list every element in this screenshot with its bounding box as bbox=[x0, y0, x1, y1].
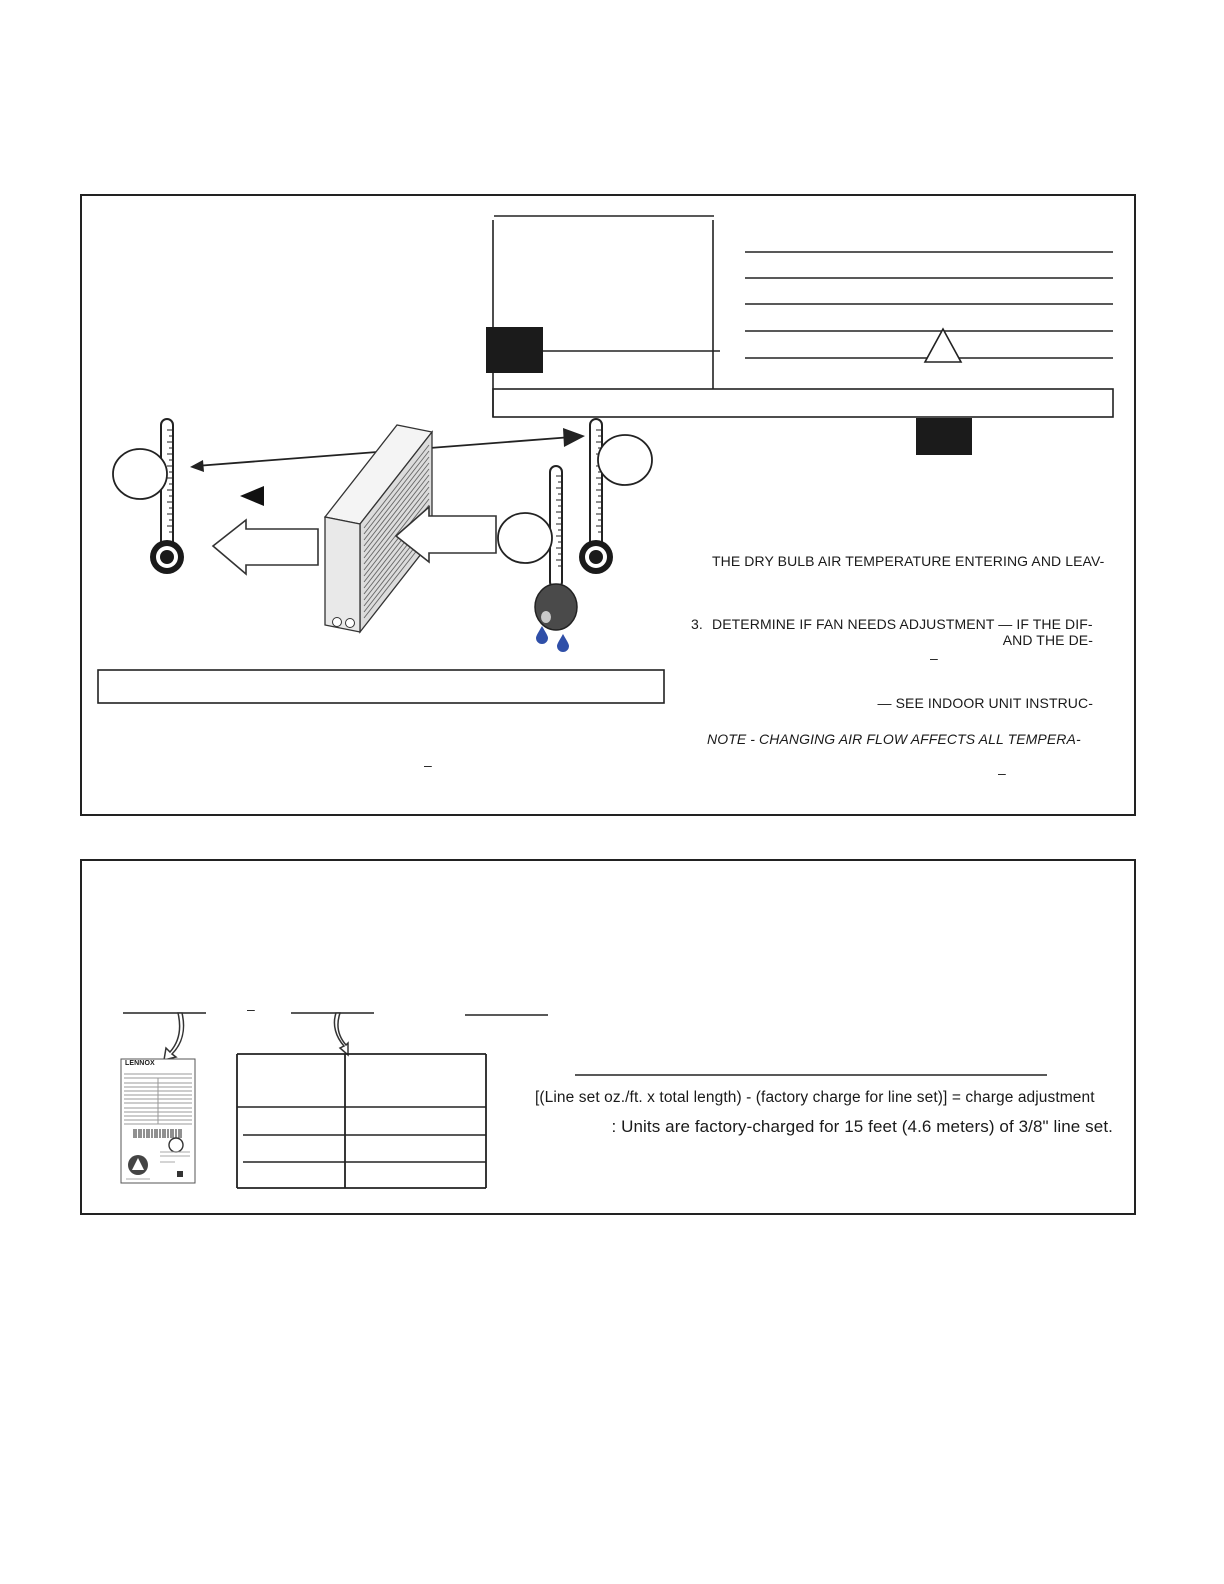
see-indoor-unit-instructions: — SEE INDOOR UNIT INSTRUC- bbox=[877, 695, 1093, 711]
step-3-line-2: AND THE DE- bbox=[1002, 632, 1093, 648]
airflow-note: NOTE - CHANGING AIR FLOW AFFECTS ALL TEMPERA- bbox=[707, 731, 1081, 747]
step-3-number: 3. bbox=[691, 616, 703, 632]
thermometer-icon bbox=[150, 419, 184, 574]
dash-mark: – bbox=[424, 757, 432, 773]
factory-charge-note: : Units are factory-charged for 15 feet (4.6 meters) of 3/8" line set. bbox=[611, 1117, 1113, 1136]
temperature-table-frame bbox=[493, 216, 1113, 417]
reading-bubble-a bbox=[113, 449, 167, 499]
caption-box bbox=[98, 670, 664, 703]
nameplate-brand: LENNOX bbox=[125, 1060, 155, 1067]
dash-mark: – bbox=[930, 650, 938, 666]
marker-block-left bbox=[486, 327, 543, 373]
marker-block-bottom bbox=[916, 418, 972, 455]
reading-bubble-c bbox=[498, 513, 552, 563]
charge-adjustment-formula: [(Line set oz./ft. x total length) - (factory charge for line set)] = charge adjustment bbox=[535, 1089, 1095, 1106]
dash-mark: – bbox=[998, 765, 1006, 781]
warning-triangle-icon bbox=[925, 329, 961, 362]
dash-mark: – bbox=[247, 1001, 255, 1017]
small-direction-arrow bbox=[240, 486, 264, 506]
line-set-charge-panel bbox=[80, 859, 1136, 1215]
step-3-line-1: DETERMINE IF FAN NEEDS ADJUSTMENT — IF THE DIF- bbox=[712, 616, 1093, 632]
dry-bulb-instruction: THE DRY BULB AIR TEMPERATURE ENTERING AND LEAV- bbox=[712, 553, 1105, 569]
reading-bubble-b bbox=[598, 435, 652, 485]
airflow-arrow-icon bbox=[213, 520, 318, 574]
